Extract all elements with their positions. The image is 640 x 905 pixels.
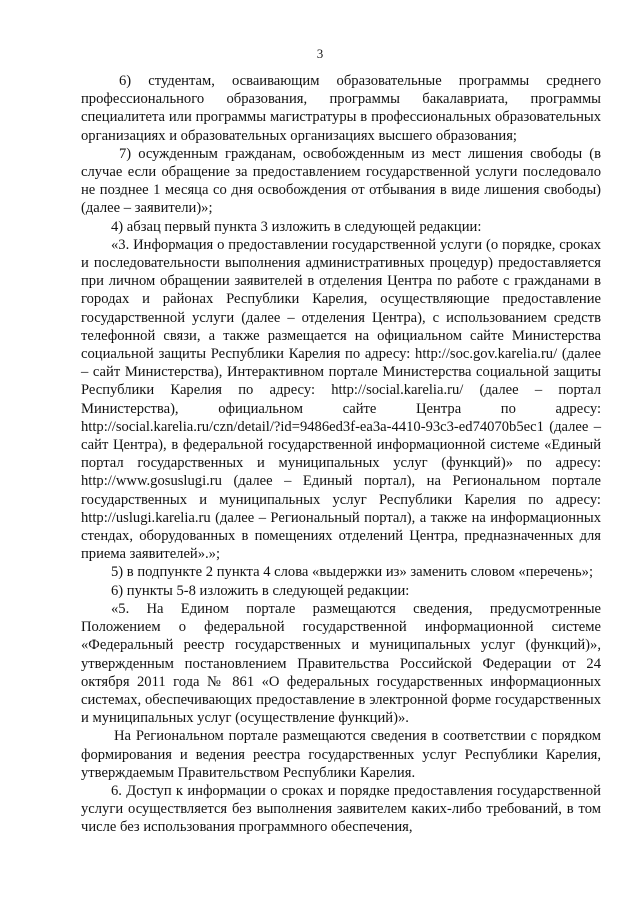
- paragraph-item-7-convicts: 7) осужденным гражданам, освобожденным из мест лишения свободы (в случае если обращение за предоставлением государственной услуги последовало не позднее 1 месяца со дня освобождения от отбывания в виде лишения свободы) (далее – заявители)»;: [81, 145, 601, 217]
- page-number: 3: [316, 46, 324, 61]
- document-body: [81, 72, 601, 837]
- paragraph-amendment-5: 5) в подпункте 2 пункта 4 слова «выдержки из» заменить словом «перечень»;: [111, 564, 594, 581]
- paragraph-clause-3-text: «3. Информация о предоставлении государственной услуги (о порядке, сроках и последовательности выполнения административных процедур) предоставляется при личном обращении заявителей в отделения Центра по работе с гражданами в городах и районах Республики Карелия, осуществляющие предоставление государственной услуги (далее – отделения Центра), с использованием средств телефонной связи, а также размещается на официальном сайте Министерства социальной защиты Республики Карелия по адресу: http://soc.gov.karelia.ru/ (далее – сайт Министерства), Интерактивном портале Министерства социальной защиты Республики Карелия по адресу: http://social.karelia.ru/ (далее – портал Министерства), официальном сайте Центра по адресу: http://social.karelia.ru/czn/detail/?id=9486ed3f-ea3a-4410-93c3-ed74070b5ec1 (далее – сайт Центра), в федеральной государственной информационной системе «Единый портал государственных и муниципальных услуг (функций)» по адресу: http://www.gosuslugi.ru (далее – Единый портал), на Региональном портале государственных и муниципальных услуг Республики Карелия по адресу: http://uslugi.karelia.ru (далее – Региональный портал), а также на информационных стендах, оборудованных в помещениях отделений Центра, предназначенных для приема заявителей».»;: [81, 236, 601, 563]
- paragraph-clause-5-text: «5. На Едином портале размещаются сведения, предусмотренные Положением о федеральной государственной информационной системе «Федеральный реестр государственных и муниципальных услуг (функций)», утвержденным постановлением Правительства Российской Федерации от 24 октября 2011 года № 861 «О федеральных государственных информационных системах, обеспечивающих предоставление в электронной форме государственных и муниципальных услуг (осуществление функций)».: [81, 600, 601, 727]
- paragraph-regional-portal: На Региональном портале размещаются сведения в соответствии с порядком формирования и ведения реестра государственных услуг Республики Карелия, утверждаемым Правительством Республики Карелия.: [81, 728, 601, 781]
- paragraph-clause-6-text: 6. Доступ к информации о сроках и порядке предоставления государственной услуги осуществляется без выполнения заявителем каких-либо требований, в том числе без использования программного обеспечения,: [81, 782, 601, 836]
- paragraph-item-6-students: 6) студентам, осваивающим образовательные программы среднего профессионального образования, программы бакалавриата, программы специалитета или программы магистратуры в профессиональных образовательных организациях и образовательных организациях высшего образования;: [81, 73, 601, 144]
- paragraph-amendment-6: 6) пункты 5-8 изложить в следующей редакции:: [111, 582, 410, 599]
- paragraph-amendment-4: 4) абзац первый пункта 3 изложить в следующей редакции:: [111, 218, 482, 235]
